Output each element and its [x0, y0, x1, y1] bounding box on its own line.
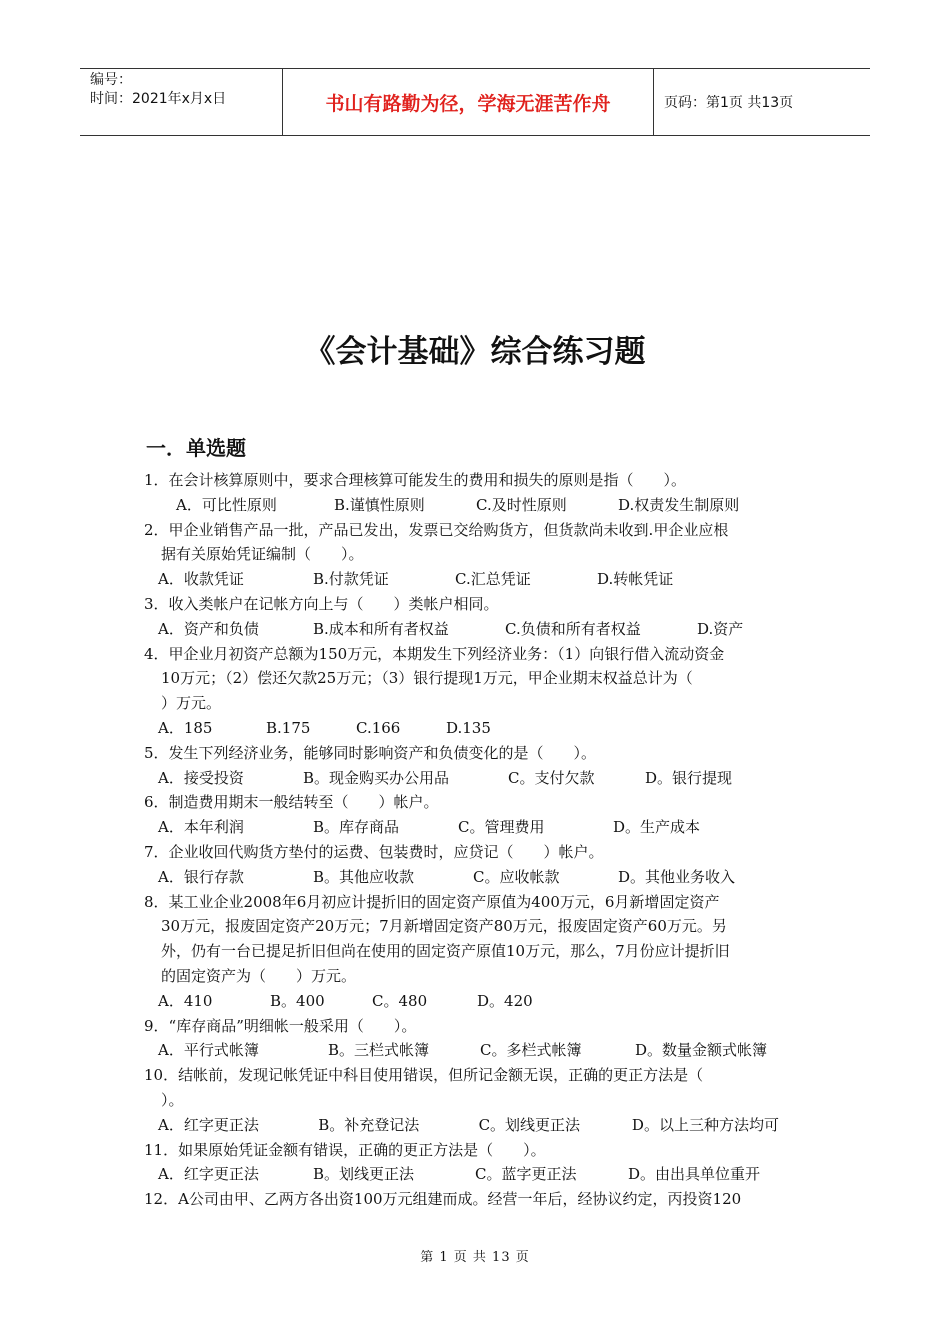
question-text-line: 据有关原始凭证编制（ ）。 — [161, 545, 364, 564]
question-text-line: 2．甲企业销售产品一批，产品已发出，发票已交给购货方，但货款尚未收到.甲企业应根 — [144, 520, 729, 539]
question-text-line: 12．A公司由甲、乙两方各出资100万元组建而成。经营一年后，经协议约定，丙投资120 — [144, 1190, 742, 1209]
header-page-info: 页码：第1页 共13页 — [664, 95, 794, 111]
question-text-line: ）万元。 — [161, 694, 222, 713]
option-item: C。支付欠款 — [508, 768, 595, 787]
option-item: A．红字更正法 — [158, 1115, 259, 1134]
question-text-line: 5．发生下列经济业务，能够同时影响资产和负债变化的是（ ）。 — [144, 743, 597, 762]
option-item: D。由出具单位重开 — [628, 1165, 761, 1184]
option-item: B。其他应收款 — [313, 867, 415, 886]
option-item: B。补充登记法 — [318, 1115, 420, 1134]
option-item: C.及时性原则 — [476, 495, 567, 514]
option-item: C。多栏式帐簿 — [480, 1041, 582, 1060]
options-row — [144, 1162, 810, 1187]
option-item: C.166 — [356, 718, 401, 737]
option-item: C。480 — [372, 991, 428, 1010]
question-text-line: 7．企业收回代购货方垫付的运费、包装费时，应贷记（ ）帐户。 — [144, 842, 604, 861]
header-meta — [80, 69, 282, 135]
options-row — [144, 1113, 810, 1138]
option-item: A．可比性原则 — [176, 495, 277, 514]
option-item: B。400 — [270, 991, 325, 1010]
option-item: B.175 — [266, 718, 311, 737]
page-header — [80, 68, 870, 136]
question-text-line: 30万元，报废固定资产20万元；7月新增固定资产80万元，报废固定资产60万元。另 — [161, 917, 727, 936]
serial-label: 编号： — [90, 72, 132, 88]
option-item: D。以上三种方法均可 — [631, 1115, 779, 1134]
option-item: B。现金购买办公用品 — [303, 768, 450, 787]
option-item: C。划线更正法 — [478, 1115, 581, 1134]
page-footer: 第 1 页 共 13 页 — [420, 1250, 530, 1265]
option-item: D。银行提现 — [645, 768, 733, 787]
option-item: B。划线更正法 — [313, 1165, 415, 1184]
option-item: A．本年利润 — [158, 818, 244, 837]
options-row — [144, 815, 810, 840]
option-item: C。蓝字更正法 — [475, 1165, 577, 1184]
option-item: A．平行式帐簿 — [158, 1041, 259, 1060]
option-item: D。其他业务收入 — [618, 867, 736, 886]
section-title: 一．单选题 — [146, 436, 246, 460]
option-item: D.资产 — [697, 619, 744, 638]
option-item: A．银行存款 — [158, 867, 244, 886]
question-text-line: ）。 — [161, 1090, 184, 1109]
option-item: D。420 — [477, 991, 533, 1010]
options-row — [144, 989, 810, 1014]
options-row — [144, 716, 810, 741]
option-item: B.成本和所有者权益 — [313, 619, 449, 638]
option-item: B.付款凭证 — [313, 570, 389, 589]
header-motto: 书山有路勤为径，学海无涯苦作舟 — [282, 69, 654, 135]
document-title: 《会计基础》综合练习题 — [304, 334, 646, 370]
option-item: C.汇总凭证 — [455, 570, 531, 589]
options-row — [144, 493, 810, 518]
option-item: C。应收帐款 — [473, 867, 560, 886]
options-row — [144, 865, 810, 890]
option-item: B.谨慎性原则 — [334, 495, 425, 514]
question-text-line: 3．收入类帐户在记帐方向上与（ ）类帐户相同。 — [144, 594, 499, 613]
date-label: 时间：2021年x月x日 — [90, 91, 227, 107]
question-text-line: 11．如果原始凭证金额有错误，正确的更正方法是（ ）。 — [144, 1140, 546, 1159]
option-item: A．资产和负债 — [158, 619, 259, 638]
options-row — [144, 567, 810, 592]
option-item: D。生产成本 — [613, 818, 701, 837]
question-text-line: 的固定资产为（ ）万元。 — [161, 966, 357, 985]
option-item: A．收款凭证 — [158, 570, 244, 589]
question-text-line: 外，仍有一台已提足折旧但尚在使用的固定资产原值10万元，那么，7月份应计提折旧 — [161, 942, 730, 961]
option-item: B。库存商品 — [313, 818, 400, 837]
question-text-line: 10．结帐前，发现记帐凭证中科目使用错误，但所记金额无误，正确的更正方法是（ — [144, 1066, 704, 1085]
option-item: C.负债和所有者权益 — [505, 619, 641, 638]
option-item: D.135 — [446, 718, 491, 737]
option-item: A．185 — [158, 718, 213, 737]
option-item: A．红字更正法 — [158, 1165, 259, 1184]
option-item: D。数量金额式帐簿 — [635, 1041, 768, 1060]
question-text-line: 10万元；（2）偿还欠款25万元；（3）银行提现1万元，甲企业期末权益总计为（ — [161, 669, 693, 688]
question-text-line: 4．甲企业月初资产总额为150万元，本期发生下列经济业务：（1）向银行借入流动资金 — [144, 644, 725, 663]
option-item: D.权责发生制原则 — [618, 495, 740, 514]
option-item: D.转帐凭证 — [597, 570, 674, 589]
question-list — [144, 468, 810, 1212]
question-text-line: 1．在会计核算原则中，要求合理核算可能发生的费用和损失的原则是指（ ）。 — [144, 471, 687, 489]
option-item: C。管理费用 — [458, 818, 545, 837]
options-row — [144, 766, 810, 791]
option-item: A．410 — [158, 991, 213, 1010]
question-text-line: 8．某工业企业2008年6月初应计提折旧的固定资产原值为400万元，6月新增固定资产 — [144, 892, 720, 911]
question-text-line: 9．“库存商品”明细帐一般采用（ ）。 — [144, 1016, 417, 1035]
option-item: B。三栏式帐簿 — [328, 1041, 430, 1060]
options-row — [144, 1038, 810, 1063]
question-text-line: 6．制造费用期末一般结转至（ ）帐户。 — [144, 793, 439, 812]
option-item: A．接受投资 — [158, 768, 244, 787]
options-row — [144, 617, 810, 642]
